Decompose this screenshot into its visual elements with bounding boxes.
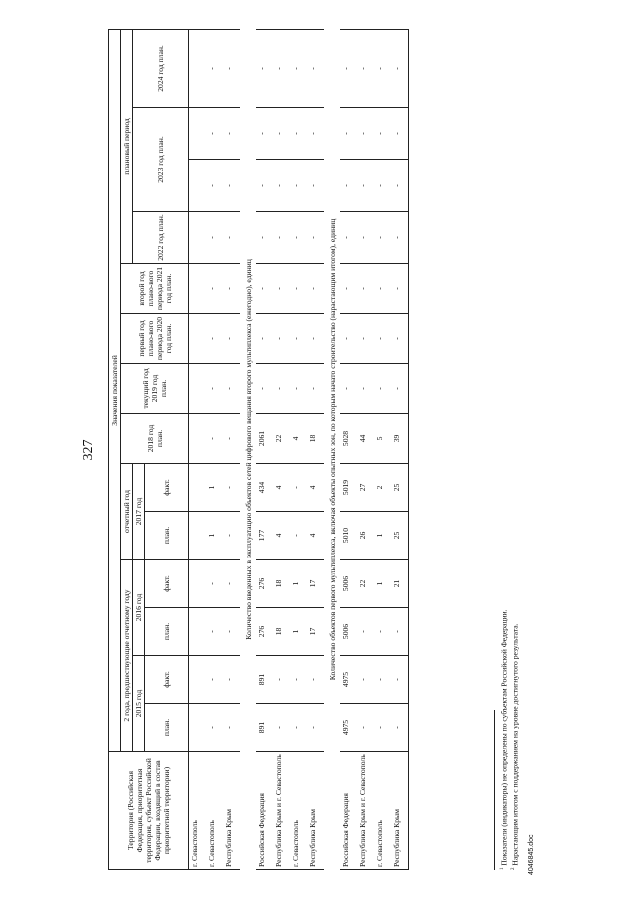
value-cell: -	[206, 560, 223, 608]
value-cell: -	[223, 212, 240, 264]
value-cell: -	[273, 29, 290, 107]
value-cell: -	[206, 29, 223, 107]
territory-cell: Республика Крым и г. Севастополь	[273, 752, 290, 870]
value-cell: 17	[307, 560, 324, 608]
value-cell: 5006	[340, 560, 357, 608]
value-cell: 1	[290, 608, 307, 656]
value-cell: 177	[256, 512, 273, 560]
current-year-header: текущий год 2019 год план.	[121, 364, 189, 414]
value-cell: 25	[391, 464, 409, 512]
document-id: 4046845.doc	[528, 834, 535, 875]
value-cell: -	[223, 464, 240, 512]
value-cell: -	[273, 212, 290, 264]
value-cell: 22	[357, 560, 374, 608]
value-cell: -	[391, 364, 409, 414]
territory-header: Территория (Российская Федерация, приоритетная территория, субъект Российской Федерации, входящий в состав приоритетной территории)	[109, 752, 189, 870]
table-row	[206, 29, 223, 869]
value-cell: -	[340, 264, 357, 314]
value-cell: -	[374, 108, 391, 160]
value-cell	[189, 414, 207, 464]
table-row	[357, 29, 374, 869]
value-cell: 17	[307, 608, 324, 656]
value-cell: 39	[391, 414, 409, 464]
value-cell: -	[256, 264, 273, 314]
value-cell: -	[374, 364, 391, 414]
value-cell: 4975	[340, 656, 357, 704]
territory-cell: г. Севастополь	[189, 752, 207, 870]
value-cell: 4	[273, 512, 290, 560]
value-cell: -	[273, 264, 290, 314]
value-cell: -	[374, 704, 391, 752]
value-cell: 27	[357, 464, 374, 512]
value-cell: -	[307, 108, 324, 160]
section-title-row	[324, 29, 340, 869]
value-cell: -	[256, 364, 273, 414]
value-cell: -	[223, 160, 240, 212]
value-cell: 2061	[256, 414, 273, 464]
value-cell	[189, 560, 207, 608]
value-cell: -	[273, 314, 290, 364]
value-cell: -	[357, 364, 374, 414]
section-title: Количество объектов первого мультиплекса, включая объекты опытных зон, по которым начато строительство (нарастающим итогом), единиц	[327, 218, 337, 681]
fact-2015-header: факт.	[145, 656, 189, 704]
territory-cell: г. Севастополь	[206, 752, 223, 870]
value-cell: -	[357, 29, 374, 107]
value-cell: -	[223, 364, 240, 414]
value-cell: 22	[273, 414, 290, 464]
value-cell: 1	[374, 512, 391, 560]
value-cell	[189, 512, 207, 560]
territory-cell: Российская Федерация	[340, 752, 357, 870]
value-cell: -	[340, 108, 357, 160]
value-cell: -	[340, 160, 357, 212]
territory-cell: Республика Крым	[391, 752, 409, 870]
value-cell: -	[374, 264, 391, 314]
value-cell: -	[374, 160, 391, 212]
value-cell: -	[290, 512, 307, 560]
value-cell: -	[340, 29, 357, 107]
value-cell: -	[273, 108, 290, 160]
value-cell: -	[256, 212, 273, 264]
value-cell: -	[340, 364, 357, 414]
value-cell: 2	[374, 464, 391, 512]
footnote-rule	[494, 710, 495, 870]
value-cell: 26	[357, 512, 374, 560]
value-cell: 18	[273, 608, 290, 656]
table-row	[189, 29, 207, 869]
value-cell	[189, 108, 207, 160]
value-cell: -	[206, 264, 223, 314]
value-cell: -	[391, 29, 409, 107]
rotated-landscape-content	[80, 30, 540, 875]
value-cell: -	[357, 160, 374, 212]
value-cell: -	[357, 264, 374, 314]
footnote-1: $^1$ Показатели (индикаторы) не определены по субъектам Российской Федерации.	[499, 609, 509, 870]
value-cell: 4	[307, 464, 324, 512]
planned-period-header: плановый период	[121, 29, 133, 263]
value-cell: -	[307, 704, 324, 752]
value-cell: -	[307, 160, 324, 212]
value-cell: 1	[374, 560, 391, 608]
table-row	[391, 29, 409, 869]
value-cell: -	[290, 464, 307, 512]
value-cell: -	[357, 212, 374, 264]
value-cell	[189, 364, 207, 414]
territory-cell: Российская Федерация	[256, 752, 273, 870]
value-cell: -	[357, 608, 374, 656]
value-cell: -	[357, 108, 374, 160]
value-cell: -	[290, 314, 307, 364]
table-body	[189, 29, 409, 869]
table-row	[374, 29, 391, 869]
value-cell: -	[206, 704, 223, 752]
value-cell: -	[223, 560, 240, 608]
value-cell: -	[290, 212, 307, 264]
value-cell: -	[256, 108, 273, 160]
year-2018-header: 2018 год план.	[121, 414, 189, 464]
value-cell: 276	[256, 560, 273, 608]
value-cell: -	[273, 656, 290, 704]
value-cell: -	[223, 608, 240, 656]
section-title-row	[240, 29, 256, 869]
table-row	[256, 29, 273, 869]
value-cell: -	[374, 314, 391, 364]
fact-2016-header: факт.	[145, 560, 189, 608]
year-2023-header: 2023 год план.	[133, 108, 189, 212]
value-cell: -	[391, 656, 409, 704]
value-cell: -	[206, 364, 223, 414]
value-cell	[189, 656, 207, 704]
value-cell: -	[290, 656, 307, 704]
value-cell: -	[223, 29, 240, 107]
value-cell: -	[307, 264, 324, 314]
territory-cell: Республика Крым	[223, 752, 240, 870]
year-2017-header: 2017 год	[133, 464, 145, 560]
year-2016-header: 2016 год	[133, 560, 145, 656]
value-cell: -	[206, 656, 223, 704]
value-cell: 1	[290, 560, 307, 608]
value-cell: -	[391, 160, 409, 212]
section-title: Количество введенных в эксплуатацию объектов сетей цифрового вещания второго мультиплекса (ежегодно), единиц	[243, 259, 253, 640]
value-cell: -	[223, 108, 240, 160]
value-cell: -	[374, 29, 391, 107]
value-cell: -	[273, 364, 290, 414]
value-cell	[189, 608, 207, 656]
value-cell: 4975	[340, 704, 357, 752]
value-cell: 4	[307, 512, 324, 560]
value-cell: 25	[391, 512, 409, 560]
report-year-header: отчетный год	[121, 464, 133, 560]
value-cell: 21	[391, 560, 409, 608]
value-cell: -	[307, 29, 324, 107]
territory-cell: Республика Крым и г. Севастополь	[357, 752, 374, 870]
value-cell: -	[340, 212, 357, 264]
plan-2015-header: план.	[145, 704, 189, 752]
value-cell: -	[391, 314, 409, 364]
table-row	[340, 29, 357, 869]
value-cell: -	[256, 160, 273, 212]
table-row	[273, 29, 290, 869]
value-cell: 5006	[340, 608, 357, 656]
table-row	[290, 29, 307, 869]
value-cell: 5	[374, 414, 391, 464]
value-cell: -	[307, 212, 324, 264]
plan-2016-header: план.	[145, 608, 189, 656]
indicator-table	[108, 29, 409, 870]
value-cell: -	[206, 212, 223, 264]
value-cell: -	[273, 160, 290, 212]
value-cell: 1	[206, 464, 223, 512]
value-cell: -	[374, 608, 391, 656]
footnote-2: $^2$ Нарастающим итогом с поддержанием на уровне достигнутого результата.	[510, 623, 520, 870]
value-cell: -	[206, 314, 223, 364]
value-cell: -	[374, 212, 391, 264]
value-cell: -	[223, 314, 240, 364]
value-cell: 18	[273, 560, 290, 608]
value-cell: -	[206, 414, 223, 464]
year-2015-header: 2015 год	[133, 656, 145, 752]
value-cell: -	[290, 364, 307, 414]
value-cell: -	[290, 108, 307, 160]
value-cell: -	[290, 264, 307, 314]
value-cell: -	[340, 314, 357, 364]
value-cell: -	[391, 704, 409, 752]
value-cell: 5028	[340, 414, 357, 464]
territory-cell: г. Севастополь	[374, 752, 391, 870]
territory-cell: Республика Крым	[307, 752, 324, 870]
fact-2017-header: факт.	[145, 464, 189, 512]
value-cell: 276	[256, 608, 273, 656]
value-cell	[189, 160, 207, 212]
value-cell: -	[357, 656, 374, 704]
value-cell	[189, 29, 207, 107]
value-cell: 434	[256, 464, 273, 512]
value-cell: -	[256, 314, 273, 364]
value-cell: 4	[290, 414, 307, 464]
value-cell: 891	[256, 656, 273, 704]
first-plan-year-header: первый год плано-вого периода 2020 год план.	[121, 314, 189, 364]
value-cell: 5019	[340, 464, 357, 512]
value-cell: -	[391, 264, 409, 314]
year-2022-header: 2022 год план.	[133, 212, 189, 264]
value-cell	[189, 212, 207, 264]
value-cell	[189, 264, 207, 314]
value-cell: 891	[256, 704, 273, 752]
value-cell: -	[290, 704, 307, 752]
territory-cell: г. Севастополь	[290, 752, 307, 870]
value-cell: 5010	[340, 512, 357, 560]
value-cell: -	[290, 160, 307, 212]
footnotes	[494, 370, 519, 870]
second-plan-year-header: второй год плано-вого периода 2021 год план.	[121, 264, 189, 314]
value-cell: -	[223, 512, 240, 560]
value-cell: -	[357, 704, 374, 752]
value-cell: 44	[357, 414, 374, 464]
value-cell: -	[256, 29, 273, 107]
values-header: Значения показателей	[109, 29, 121, 751]
value-cell	[189, 704, 207, 752]
value-cell: -	[391, 212, 409, 264]
value-cell: -	[357, 314, 374, 364]
year-2024-header: 2024 год план.	[133, 29, 189, 107]
value-cell	[189, 314, 207, 364]
table-row	[223, 29, 240, 869]
value-cell: -	[223, 264, 240, 314]
table-row	[307, 29, 324, 869]
value-cell: -	[206, 160, 223, 212]
value-cell: -	[223, 704, 240, 752]
value-cell: 1	[206, 512, 223, 560]
value-cell: 18	[307, 414, 324, 464]
page-number: 327	[81, 439, 96, 461]
value-cell	[189, 464, 207, 512]
plan-2017-header: план.	[145, 512, 189, 560]
value-cell: -	[307, 364, 324, 414]
value-cell: -	[391, 108, 409, 160]
value-cell: -	[374, 656, 391, 704]
value-cell: -	[273, 704, 290, 752]
value-cell: -	[307, 314, 324, 364]
value-cell: -	[391, 608, 409, 656]
value-cell: -	[206, 608, 223, 656]
value-cell: -	[290, 29, 307, 107]
value-cell: 4	[273, 464, 290, 512]
value-cell: -	[223, 414, 240, 464]
two-years-header: 2 года, предшествующие отчетному году	[121, 560, 133, 752]
value-cell: -	[307, 656, 324, 704]
value-cell: -	[223, 656, 240, 704]
value-cell: -	[206, 108, 223, 160]
